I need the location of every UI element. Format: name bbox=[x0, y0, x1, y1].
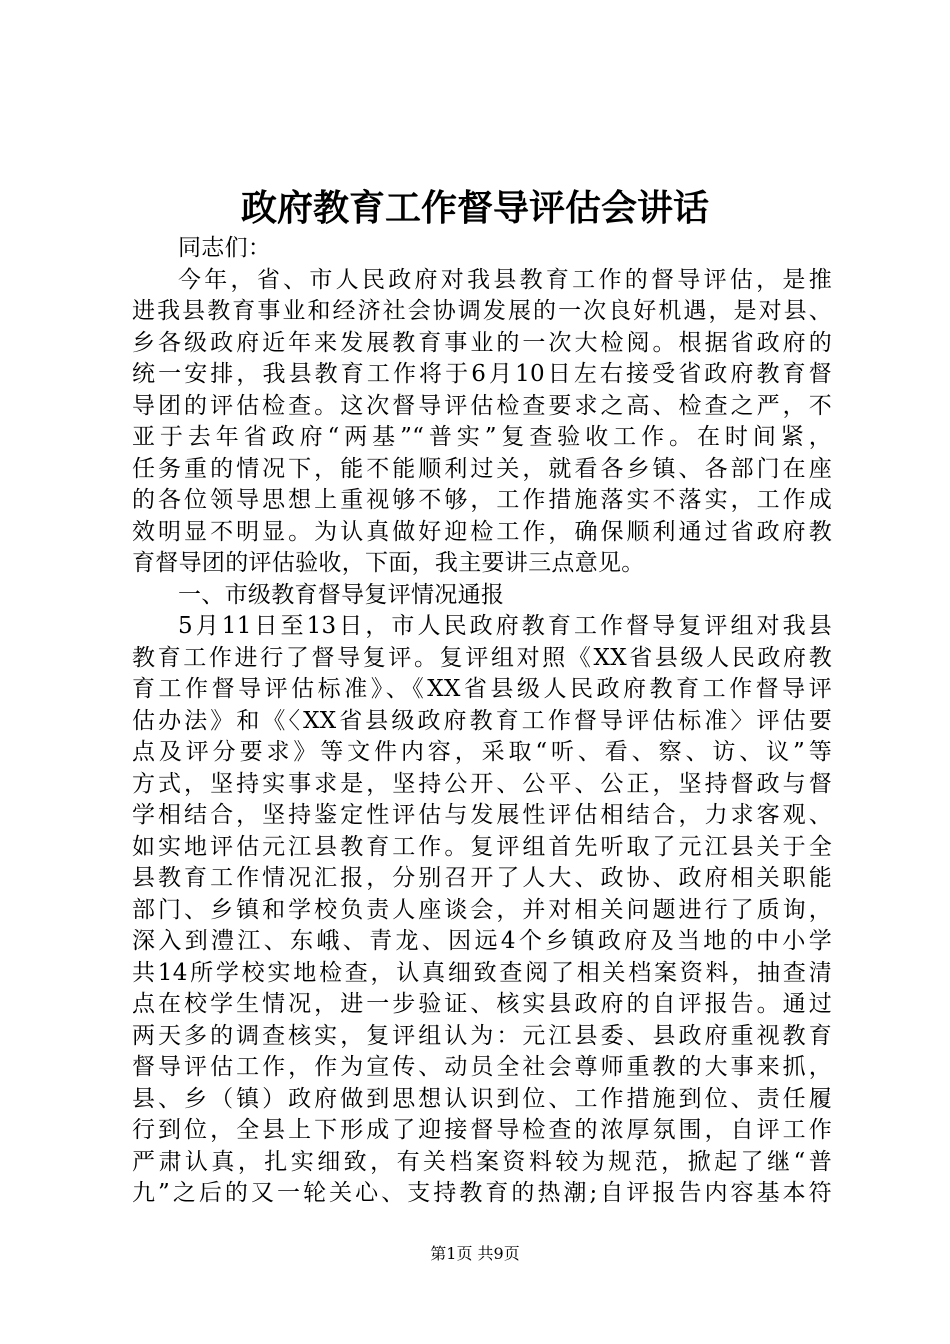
text-line: 任务重的情况下，能不能顺利过关，就看各乡镇、各部门在座 bbox=[132, 455, 832, 482]
text-line: 估办法》和《〈XX省县级政府教育工作督导评估标准〉评估要 bbox=[132, 707, 832, 734]
text-line: 导团的评估检查。这次督导评估检查要求之高、检查之严，不 bbox=[132, 392, 832, 419]
text-line: 方式，坚持实事求是，坚持公开、公平、公正，坚持督政与督 bbox=[132, 770, 832, 797]
text-line: 学相结合，坚持鉴定性评估与发展性评估相结合，力求客观、 bbox=[132, 802, 832, 828]
text-line: 育督导团的评估验收，下面，我主要讲三点意见。 bbox=[132, 550, 645, 576]
text-line: 教育工作进行了督导复评。复评组对照《XX省县级人民政府教 bbox=[132, 644, 832, 671]
text-line: 如实地评估元江县教育工作。复评组首先听取了元江县关于全 bbox=[132, 833, 832, 860]
text-line: 育工作督导评估标准》、《XX省县级人民政府教育工作督导评 bbox=[132, 676, 832, 702]
text-line: 进我县教育事业和经济社会协调发展的一次良好机遇，是对县、 bbox=[132, 298, 832, 324]
text-line: 效明显不明显。为认真做好迎检工作，确保顺利通过省政府教 bbox=[132, 518, 832, 545]
text-line: 统一安排，我县教育工作将于6月10日左右接受省政府教育督 bbox=[132, 361, 832, 387]
text-line: 县教育工作情况汇报，分别召开了人大、政协、政府相关职能 bbox=[132, 865, 832, 891]
document-body bbox=[132, 233, 832, 1210]
text-line: 今年，省、市人民政府对我县教育工作的督导评估，是推 bbox=[178, 266, 832, 293]
text-line: 亚于去年省政府“两基”“普实”复查验收工作。在时间紧， bbox=[132, 424, 832, 450]
text-line: 乡各级政府近年来发展教育事业的一次大检阅。根据省政府的 bbox=[132, 329, 832, 356]
text-line: 共14所学校实地检查，认真细致查阅了相关档案资料，抽查清 bbox=[132, 959, 832, 986]
text-line: 督导评估工作，作为宣传、动员全社会尊师重教的大事来抓， bbox=[132, 1054, 832, 1080]
document-title: 政府教育工作督导评估会讲话 bbox=[240, 187, 709, 229]
text-line: 深入到澧江、东峨、青龙、因远4个乡镇政府及当地的中小学 bbox=[132, 928, 832, 954]
text-line: 同志们： bbox=[178, 235, 272, 261]
text-line: 县、乡（镇）政府做到思想认识到位、工作措施到位、责任履 bbox=[132, 1085, 832, 1112]
text-line: 行到位，全县上下形成了迎接督导检查的浓厚氛围，自评工作 bbox=[132, 1117, 832, 1143]
text-line: 一、市级教育督导复评情况通报 bbox=[178, 581, 505, 608]
text-line: 的各位领导思想上重视够不够，工作措施落实不落实，工作成 bbox=[132, 487, 832, 513]
text-line: 部门、乡镇和学校负责人座谈会，并对相关问题进行了质询， bbox=[132, 896, 832, 923]
page-number: 第1页 共9页 bbox=[430, 1244, 520, 1263]
text-line: 九”之后的又一轮关心、支持教育的热潮;自评报告内容基本符 bbox=[132, 1180, 832, 1206]
text-line: 严肃认真，扎实细致，有关档案资料较为规范，掀起了继“普 bbox=[132, 1148, 832, 1175]
text-line: 5月11日至13日，市人民政府教育工作督导复评组对我县 bbox=[178, 613, 832, 639]
text-line: 点及评分要求》等文件内容，采取“听、看、察、访、议”等 bbox=[132, 739, 832, 765]
text-line: 两天多的调查核实，复评组认为：元江县委、县政府重视教育 bbox=[132, 1022, 832, 1049]
text-line: 点在校学生情况，进一步验证、核实县政府的自评报告。通过 bbox=[132, 991, 832, 1017]
